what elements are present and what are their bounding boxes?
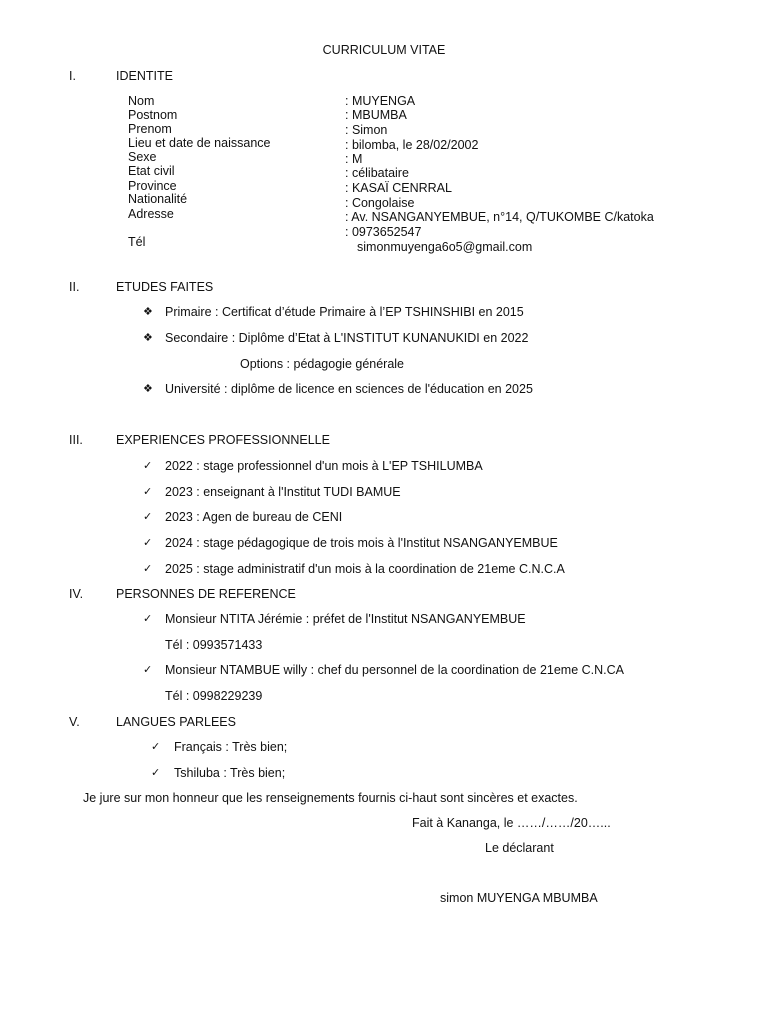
identity-value-tel: : 0973652547 xyxy=(345,225,422,239)
section-number-studies: II. xyxy=(69,280,80,294)
diamond-bullet-icon: ❖ xyxy=(143,332,153,344)
identity-value-etat-civil: : célibataire xyxy=(345,166,409,180)
experience-item: 2023 : Agen de bureau de CENI xyxy=(165,510,343,524)
section-number-identity: I. xyxy=(69,69,76,83)
document-title: CURRICULUM VITAE xyxy=(322,43,446,57)
identity-value-province: : KASAÏ CENRRAL xyxy=(345,181,452,195)
identity-label-postnom: Postnom xyxy=(128,108,178,122)
checkmark-icon: ✓ xyxy=(151,767,161,779)
identity-value-postnom: : MBUMBA xyxy=(345,108,407,122)
identity-label-nom: Nom xyxy=(128,94,155,108)
language-item: Français : Très bien; xyxy=(174,740,288,754)
identity-label-province: Province xyxy=(128,179,177,193)
identity-value-sexe: : M xyxy=(345,152,363,166)
declaration-text: Je jure sur mon honneur que les renseignements fournis ci-haut sont sincères et exactes. xyxy=(83,791,578,805)
section-number-references: IV. xyxy=(69,587,84,601)
checkmark-icon: ✓ xyxy=(143,537,153,549)
checkmark-icon: ✓ xyxy=(143,460,153,472)
section-heading-studies: ETUDES FAITES xyxy=(116,280,214,294)
declarant-label: Le déclarant xyxy=(485,841,554,855)
reference-tel: Tél : 0998229239 xyxy=(165,689,263,703)
checkmark-icon: ✓ xyxy=(143,664,153,676)
section-heading-identity: IDENTITE xyxy=(116,69,173,83)
study-item-universite: Université : diplôme de licence en sciences de l'éducation en 2025 xyxy=(165,382,533,396)
checkmark-icon: ✓ xyxy=(143,486,153,498)
identity-value-birth: : bilomba, le 28/02/2002 xyxy=(345,138,479,152)
section-heading-references: PERSONNES DE REFERENCE xyxy=(116,587,296,601)
identity-value-adresse: : Av. NSANGANYEMBUE, n°14, Q/TUKOMBE C/katoka xyxy=(345,210,654,224)
language-item: Tshiluba : Très bien; xyxy=(174,766,286,780)
diamond-bullet-icon: ❖ xyxy=(143,383,153,395)
study-item-options: Options : pédagogie générale xyxy=(240,357,405,371)
checkmark-icon: ✓ xyxy=(143,613,153,625)
identity-label-etat-civil: Etat civil xyxy=(128,164,175,178)
identity-label-prenom: Prenom xyxy=(128,122,172,136)
identity-label-adresse: Adresse xyxy=(128,207,174,221)
reference-name: Monsieur NTITA Jérémie xyxy=(165,612,303,626)
identity-value-nom: : MUYENGA xyxy=(345,94,416,108)
reference-item xyxy=(165,612,526,626)
reference-role: : chef du personnel de la coordination de 21eme C.N.CA xyxy=(307,663,625,677)
identity-label-nationalite: Nationalité xyxy=(128,192,188,206)
reference-tel: Tél : 0993571433 xyxy=(165,638,263,652)
section-heading-experience: EXPERIENCES PROFESSIONNELLE xyxy=(116,433,330,447)
identity-label-birth: Lieu et date de naissance xyxy=(128,136,271,150)
identity-label-sexe: Sexe xyxy=(128,150,157,164)
study-item-secondaire: Secondaire : Diplôme d’Etat à L'INSTITUT KUNANUKIDI en 2022 xyxy=(165,331,529,345)
reference-name: Monsieur NTAMBUE willy xyxy=(165,663,308,677)
section-number-experience: III. xyxy=(69,433,83,447)
checkmark-icon: ✓ xyxy=(143,563,153,575)
experience-item: 2024 : stage pédagogique de trois mois à l'Institut NSANGANYEMBUE xyxy=(165,536,558,550)
study-item-primaire: Primaire : Certificat d’étude Primaire à l’EP TSHINSHIBI en 2015 xyxy=(165,305,524,319)
checkmark-icon: ✓ xyxy=(143,511,153,523)
signature-name: simon MUYENGA MBUMBA xyxy=(440,891,598,905)
diamond-bullet-icon: ❖ xyxy=(143,306,153,318)
identity-value-prenom: : Simon xyxy=(345,123,388,137)
experience-item: 2025 : stage administratif d'un mois à la coordination de 21eme C.N.C.A xyxy=(165,562,565,576)
section-number-languages: V. xyxy=(69,715,80,729)
reference-role: : préfet de l'Institut NSANGANYEMBUE xyxy=(302,612,526,626)
identity-value-nationalite: : Congolaise xyxy=(345,196,415,210)
experience-item: 2023 : enseignant à l'Institut TUDI BAMUE xyxy=(165,485,401,499)
place-date: Fait à Kananga, le ……/……/20…... xyxy=(412,816,611,830)
reference-item xyxy=(165,663,624,677)
identity-value-email: simonmuyenga6o5@gmail.com xyxy=(357,240,533,254)
checkmark-icon: ✓ xyxy=(151,741,161,753)
experience-item: 2022 : stage professionnel d'un mois à L'EP TSHILUMBA xyxy=(165,459,483,473)
section-heading-languages: LANGUES PARLEES xyxy=(116,715,236,729)
identity-label-tel: Tél xyxy=(128,235,146,249)
